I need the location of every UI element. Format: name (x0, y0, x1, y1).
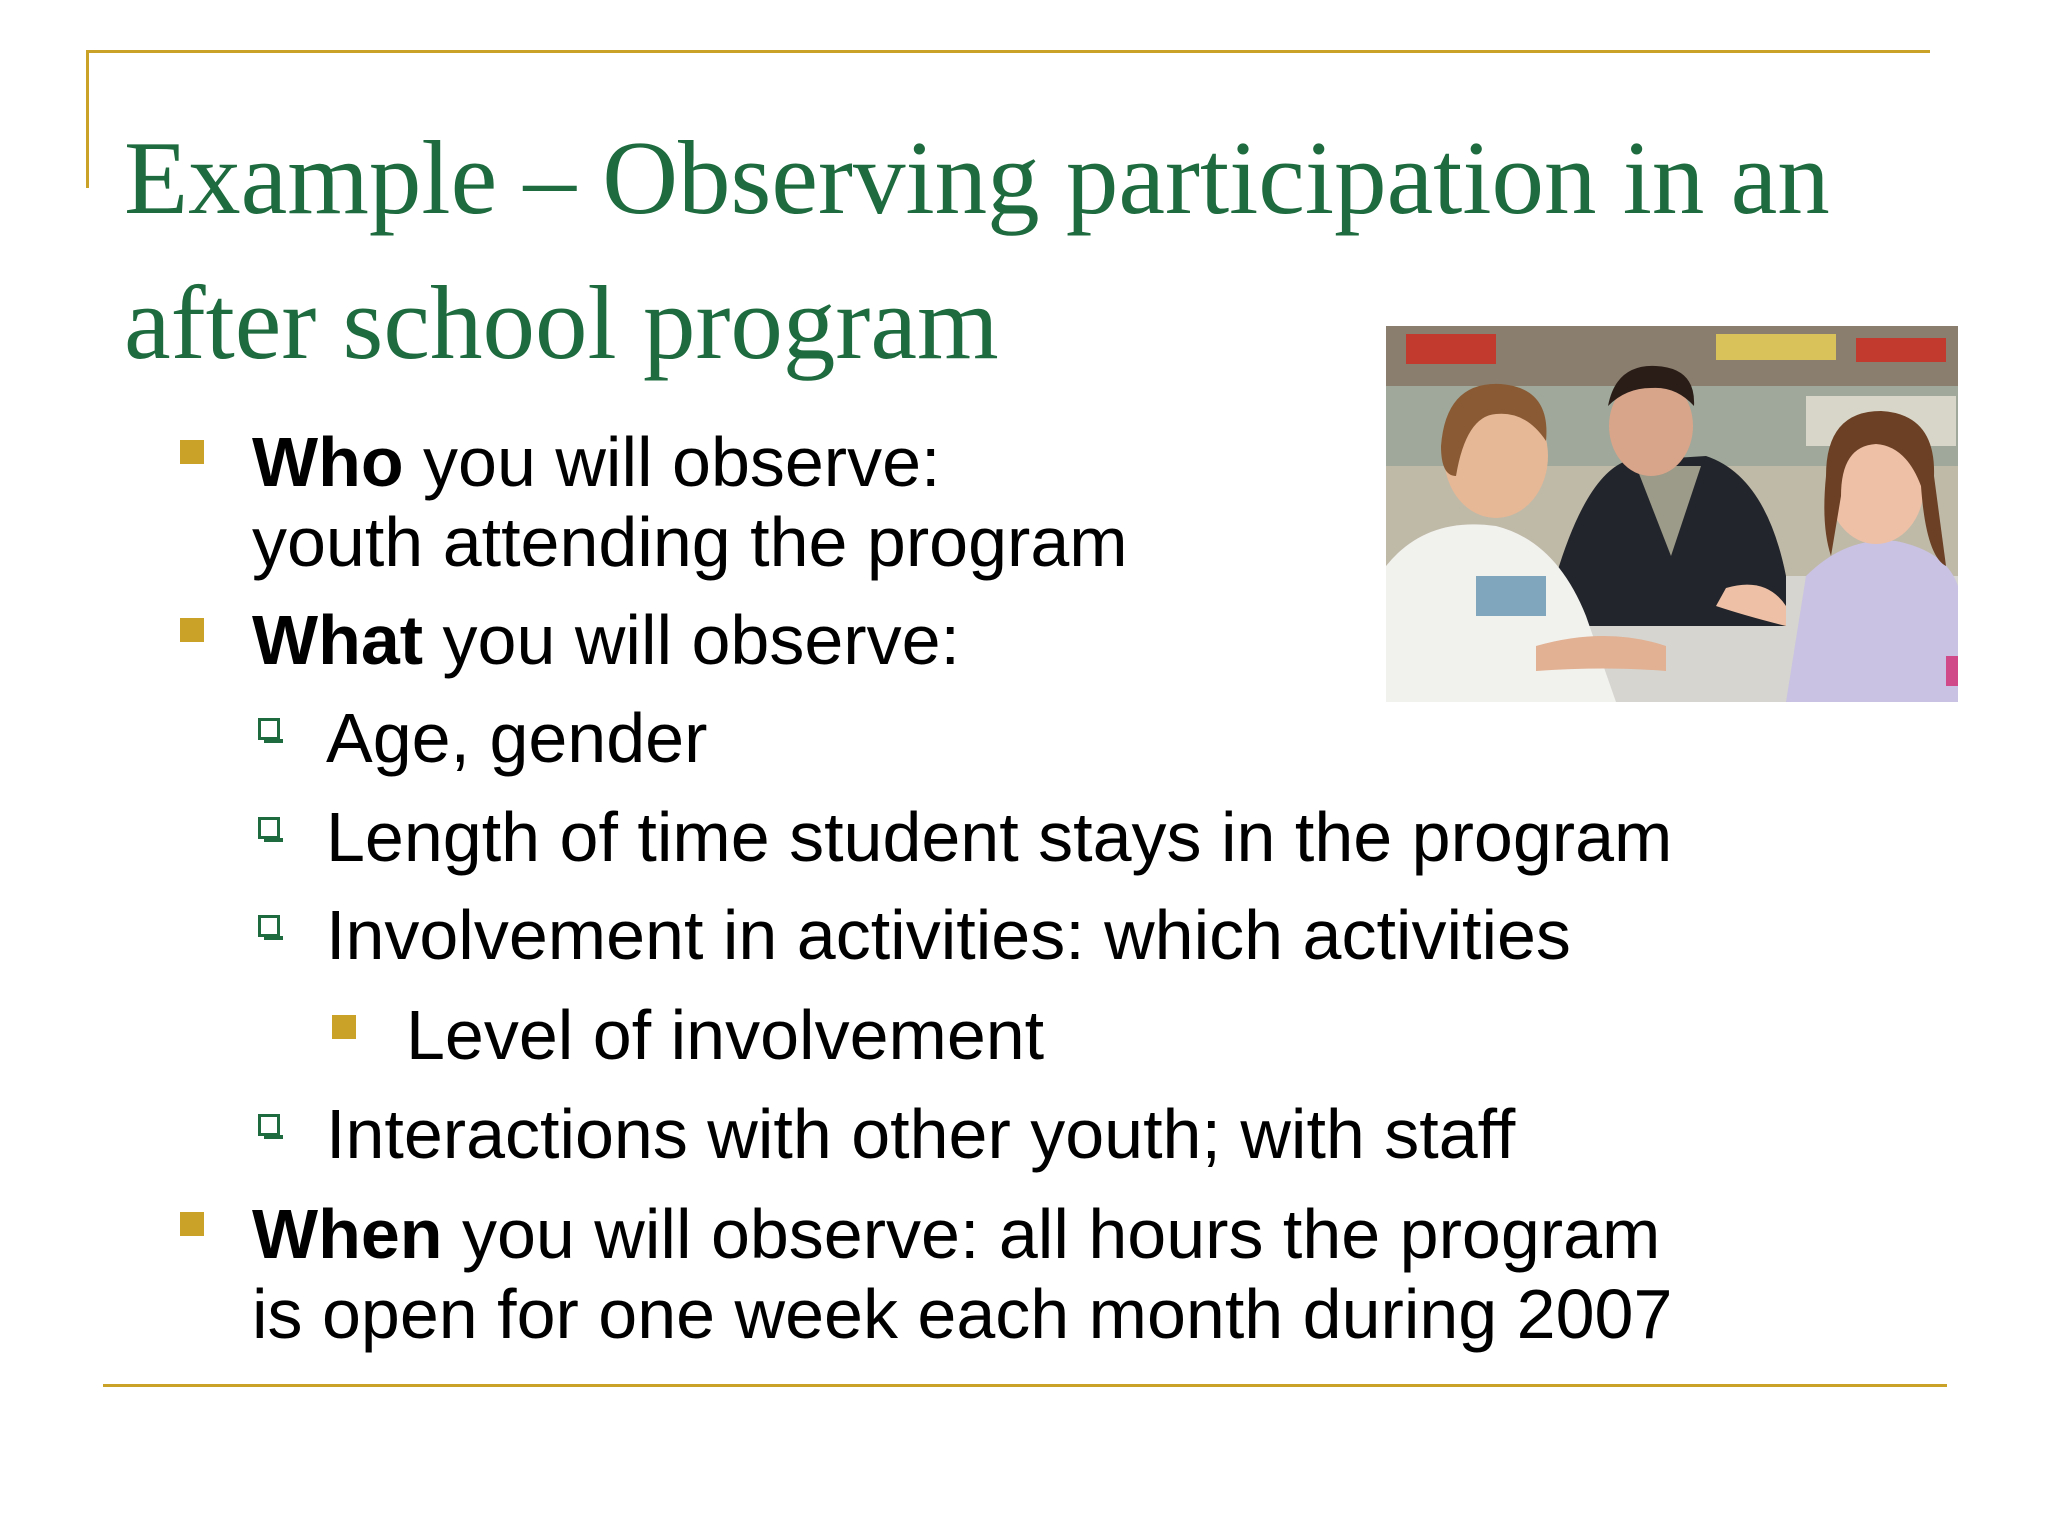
sub-item-length: Length of time student stays in the program (326, 798, 1673, 876)
sub-sub-item-level: Level of involvement (406, 996, 1045, 1074)
bullet-square-icon (180, 440, 204, 464)
who-text: you will observe: (403, 423, 941, 501)
who-label: Who (252, 423, 404, 501)
when-label: When (252, 1195, 443, 1273)
when-line-2: is open for one week each month during 2007 (252, 1275, 1673, 1353)
sub-item-involvement: Involvement in activities: which activities (326, 896, 1571, 974)
left-rule (86, 50, 89, 188)
what-label: What (252, 601, 424, 679)
bullet-square-icon (180, 1212, 204, 1236)
classroom-photo (1386, 326, 1958, 702)
bullet-square-icon (180, 618, 204, 642)
sub-item-age: Age, gender (326, 699, 708, 777)
bullet-square-icon (332, 1015, 356, 1039)
sub-item-interactions: Interactions with other youth; with staff (326, 1095, 1516, 1173)
top-rule (86, 50, 1930, 53)
when-line (252, 1194, 1660, 1274)
who-line (252, 422, 941, 502)
hollow-square-bullet-icon (258, 817, 280, 839)
hollow-square-bullet-icon (258, 915, 280, 937)
who-line-2: youth attending the program (252, 503, 1128, 581)
bottom-rule (103, 1384, 1947, 1387)
what-line (252, 600, 960, 680)
when-text: you will observe: all hours the program (442, 1195, 1661, 1273)
classroom-photo-image (1386, 326, 1958, 702)
hollow-square-bullet-icon (258, 1114, 280, 1136)
what-text: you will observe: (423, 601, 960, 679)
slide-title: Example – Observing participation in an after school program (124, 119, 1830, 381)
hollow-square-bullet-icon (258, 718, 280, 740)
